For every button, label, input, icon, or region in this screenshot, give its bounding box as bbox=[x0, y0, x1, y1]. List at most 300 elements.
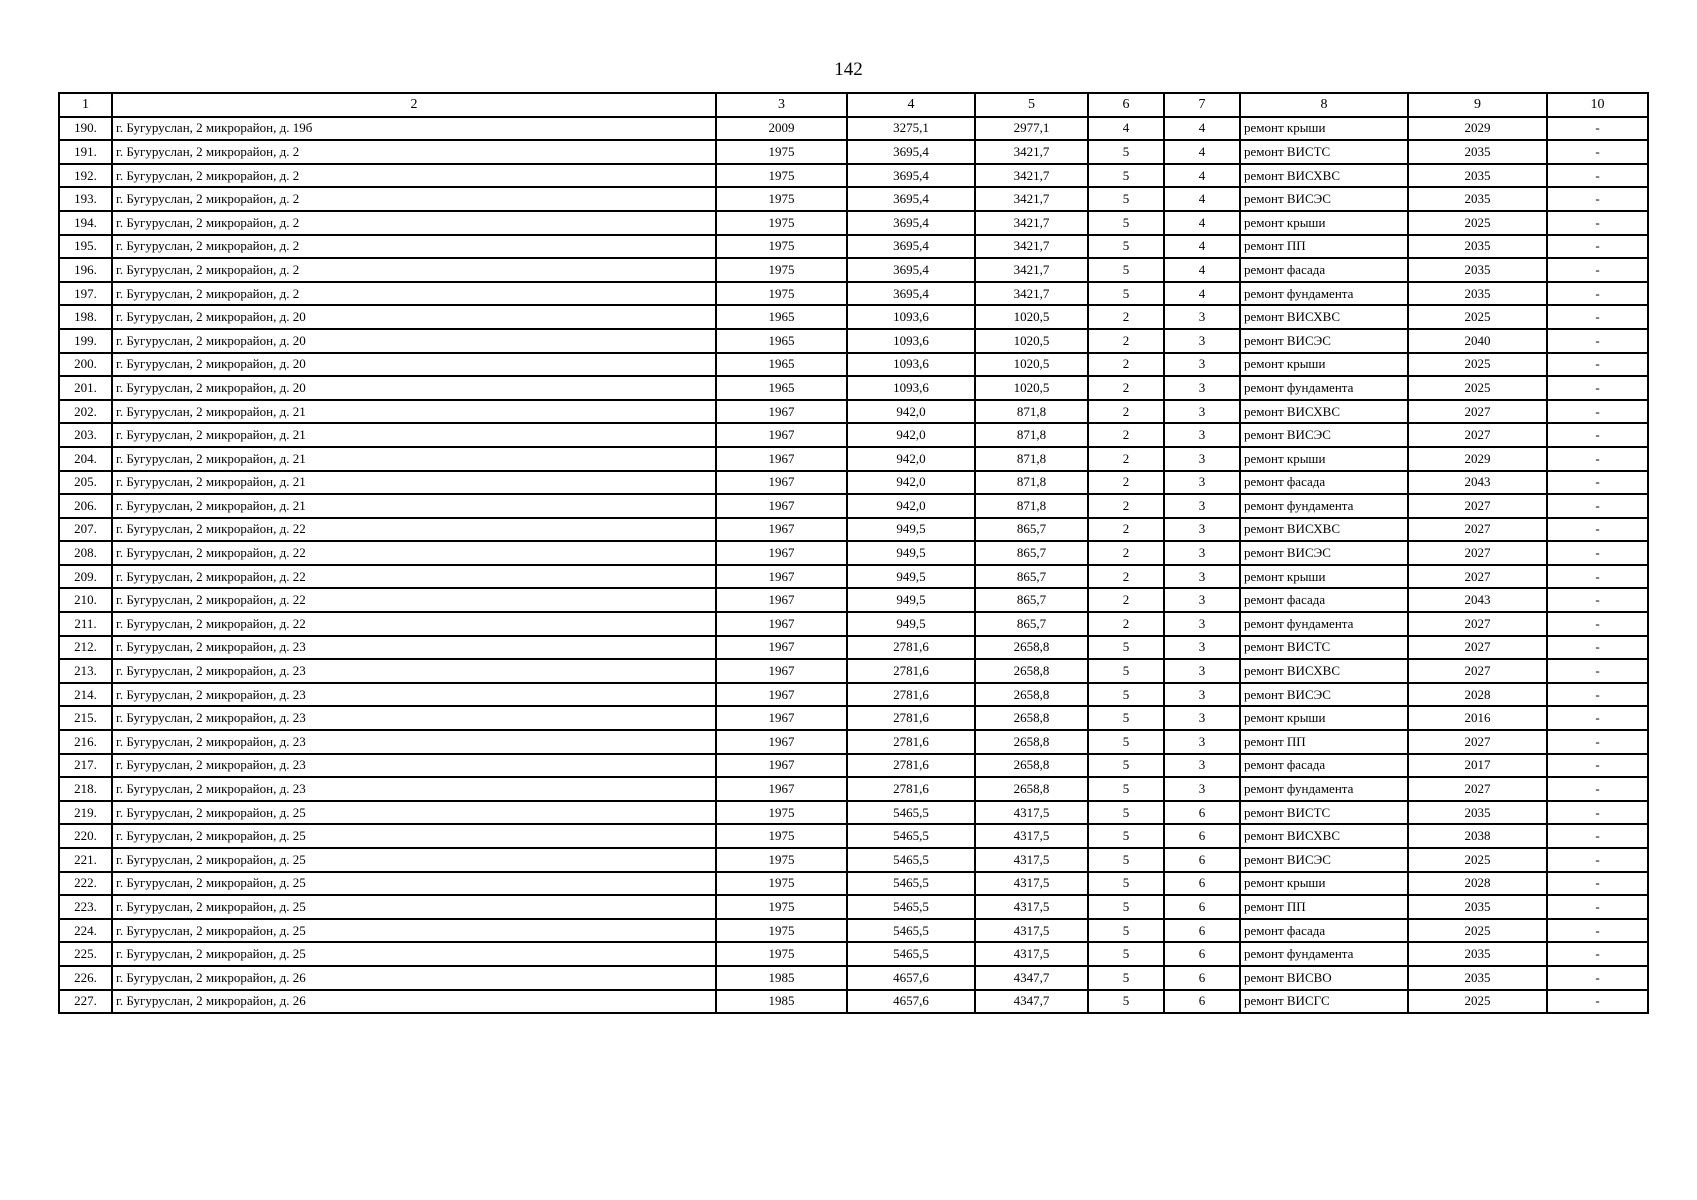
due-year-cell: 2025 bbox=[1408, 919, 1547, 943]
floors-cell: 5 bbox=[1088, 824, 1164, 848]
note-cell: - bbox=[1547, 659, 1648, 683]
table-row bbox=[59, 872, 1648, 896]
address-cell: г. Бугуруслан, 2 микрорайон, д. 25 bbox=[112, 872, 716, 896]
repair-schedule-table bbox=[58, 92, 1649, 1014]
due-year-cell: 2028 bbox=[1408, 872, 1547, 896]
work-type-cell: ремонт ПП bbox=[1240, 895, 1408, 919]
living-area-cell: 2658,8 bbox=[975, 730, 1088, 754]
entrances-cell: 3 bbox=[1164, 471, 1240, 495]
table-row bbox=[59, 801, 1648, 825]
build-year-cell: 1967 bbox=[716, 636, 847, 660]
header-row bbox=[59, 93, 1648, 117]
table-row bbox=[59, 706, 1648, 730]
living-area-cell: 871,8 bbox=[975, 400, 1088, 424]
due-year-cell: 2035 bbox=[1408, 895, 1547, 919]
build-year-cell: 1967 bbox=[716, 777, 847, 801]
due-year-cell: 2027 bbox=[1408, 565, 1547, 589]
due-year-cell: 2025 bbox=[1408, 848, 1547, 872]
due-year-cell: 2025 bbox=[1408, 376, 1547, 400]
living-area-cell: 865,7 bbox=[975, 541, 1088, 565]
floors-cell: 5 bbox=[1088, 942, 1164, 966]
column-header-entrances: 7 bbox=[1164, 93, 1240, 117]
table-row bbox=[59, 258, 1648, 282]
row-number-cell: 219. bbox=[59, 801, 112, 825]
note-cell: - bbox=[1547, 754, 1648, 778]
row-number-cell: 207. bbox=[59, 518, 112, 542]
total-area-cell: 2781,6 bbox=[847, 659, 975, 683]
table-row bbox=[59, 494, 1648, 518]
floors-cell: 5 bbox=[1088, 801, 1164, 825]
note-cell: - bbox=[1547, 919, 1648, 943]
due-year-cell: 2035 bbox=[1408, 258, 1547, 282]
address-cell: г. Бугуруслан, 2 микрорайон, д. 2 bbox=[112, 140, 716, 164]
table-row bbox=[59, 471, 1648, 495]
note-cell: - bbox=[1547, 329, 1648, 353]
row-number-cell: 225. bbox=[59, 942, 112, 966]
build-year-cell: 1967 bbox=[716, 400, 847, 424]
row-number-cell: 191. bbox=[59, 140, 112, 164]
address-cell: г. Бугуруслан, 2 микрорайон, д. 21 bbox=[112, 423, 716, 447]
build-year-cell: 1967 bbox=[716, 612, 847, 636]
total-area-cell: 942,0 bbox=[847, 447, 975, 471]
row-number-cell: 199. bbox=[59, 329, 112, 353]
living-area-cell: 4317,5 bbox=[975, 872, 1088, 896]
entrances-cell: 3 bbox=[1164, 636, 1240, 660]
total-area-cell: 3695,4 bbox=[847, 282, 975, 306]
address-cell: г. Бугуруслан, 2 микрорайон, д. 20 bbox=[112, 329, 716, 353]
note-cell: - bbox=[1547, 494, 1648, 518]
living-area-cell: 865,7 bbox=[975, 565, 1088, 589]
note-cell: - bbox=[1547, 187, 1648, 211]
address-cell: г. Бугуруслан, 2 микрорайон, д. 25 bbox=[112, 895, 716, 919]
living-area-cell: 2658,8 bbox=[975, 636, 1088, 660]
address-cell: г. Бугуруслан, 2 микрорайон, д. 23 bbox=[112, 636, 716, 660]
due-year-cell: 2035 bbox=[1408, 235, 1547, 259]
living-area-cell: 2658,8 bbox=[975, 706, 1088, 730]
note-cell: - bbox=[1547, 471, 1648, 495]
column-header-number: 1 bbox=[59, 93, 112, 117]
table-row bbox=[59, 848, 1648, 872]
note-cell: - bbox=[1547, 801, 1648, 825]
floors-cell: 5 bbox=[1088, 659, 1164, 683]
work-type-cell: ремонт фундамента bbox=[1240, 612, 1408, 636]
address-cell: г. Бугуруслан, 2 микрорайон, д. 23 bbox=[112, 683, 716, 707]
note-cell: - bbox=[1547, 565, 1648, 589]
entrances-cell: 3 bbox=[1164, 518, 1240, 542]
row-number-cell: 226. bbox=[59, 966, 112, 990]
due-year-cell: 2035 bbox=[1408, 801, 1547, 825]
entrances-cell: 3 bbox=[1164, 541, 1240, 565]
address-cell: г. Бугуруслан, 2 микрорайон, д. 22 bbox=[112, 565, 716, 589]
living-area-cell: 2658,8 bbox=[975, 683, 1088, 707]
build-year-cell: 1985 bbox=[716, 966, 847, 990]
entrances-cell: 3 bbox=[1164, 754, 1240, 778]
due-year-cell: 2035 bbox=[1408, 140, 1547, 164]
row-number-cell: 203. bbox=[59, 423, 112, 447]
entrances-cell: 6 bbox=[1164, 848, 1240, 872]
living-area-cell: 4317,5 bbox=[975, 942, 1088, 966]
note-cell: - bbox=[1547, 353, 1648, 377]
column-header-floors: 6 bbox=[1088, 93, 1164, 117]
row-number-cell: 217. bbox=[59, 754, 112, 778]
build-year-cell: 1967 bbox=[716, 471, 847, 495]
floors-cell: 5 bbox=[1088, 211, 1164, 235]
column-header-living-area: 5 bbox=[975, 93, 1088, 117]
living-area-cell: 865,7 bbox=[975, 612, 1088, 636]
row-number-cell: 223. bbox=[59, 895, 112, 919]
build-year-cell: 1967 bbox=[716, 659, 847, 683]
living-area-cell: 871,8 bbox=[975, 494, 1088, 518]
build-year-cell: 1975 bbox=[716, 235, 847, 259]
table-row bbox=[59, 400, 1648, 424]
build-year-cell: 1965 bbox=[716, 353, 847, 377]
note-cell: - bbox=[1547, 777, 1648, 801]
column-header-total-area: 4 bbox=[847, 93, 975, 117]
entrances-cell: 6 bbox=[1164, 942, 1240, 966]
build-year-cell: 1975 bbox=[716, 919, 847, 943]
entrances-cell: 4 bbox=[1164, 140, 1240, 164]
address-cell: г. Бугуруслан, 2 микрорайон, д. 25 bbox=[112, 848, 716, 872]
work-type-cell: ремонт фундамента bbox=[1240, 942, 1408, 966]
table-row bbox=[59, 824, 1648, 848]
living-area-cell: 4317,5 bbox=[975, 801, 1088, 825]
total-area-cell: 942,0 bbox=[847, 400, 975, 424]
total-area-cell: 1093,6 bbox=[847, 353, 975, 377]
entrances-cell: 6 bbox=[1164, 872, 1240, 896]
table-row bbox=[59, 376, 1648, 400]
build-year-cell: 1967 bbox=[716, 588, 847, 612]
total-area-cell: 2781,6 bbox=[847, 683, 975, 707]
build-year-cell: 1967 bbox=[716, 447, 847, 471]
note-cell: - bbox=[1547, 895, 1648, 919]
row-number-cell: 221. bbox=[59, 848, 112, 872]
row-number-cell: 208. bbox=[59, 541, 112, 565]
floors-cell: 5 bbox=[1088, 848, 1164, 872]
build-year-cell: 1967 bbox=[716, 423, 847, 447]
entrances-cell: 4 bbox=[1164, 164, 1240, 188]
note-cell: - bbox=[1547, 518, 1648, 542]
note-cell: - bbox=[1547, 683, 1648, 707]
row-number-cell: 220. bbox=[59, 824, 112, 848]
due-year-cell: 2027 bbox=[1408, 400, 1547, 424]
total-area-cell: 5465,5 bbox=[847, 942, 975, 966]
work-type-cell: ремонт крыши bbox=[1240, 872, 1408, 896]
row-number-cell: 227. bbox=[59, 990, 112, 1014]
address-cell: г. Бугуруслан, 2 микрорайон, д. 25 bbox=[112, 824, 716, 848]
total-area-cell: 3695,4 bbox=[847, 140, 975, 164]
due-year-cell: 2016 bbox=[1408, 706, 1547, 730]
table-row bbox=[59, 754, 1648, 778]
due-year-cell: 2027 bbox=[1408, 777, 1547, 801]
row-number-cell: 209. bbox=[59, 565, 112, 589]
build-year-cell: 1965 bbox=[716, 376, 847, 400]
table-row bbox=[59, 541, 1648, 565]
row-number-cell: 193. bbox=[59, 187, 112, 211]
work-type-cell: ремонт фасада bbox=[1240, 588, 1408, 612]
work-type-cell: ремонт ВИСВО bbox=[1240, 966, 1408, 990]
due-year-cell: 2025 bbox=[1408, 305, 1547, 329]
work-type-cell: ремонт фундамента bbox=[1240, 777, 1408, 801]
entrances-cell: 3 bbox=[1164, 706, 1240, 730]
entrances-cell: 4 bbox=[1164, 117, 1240, 141]
work-type-cell: ремонт ВИСТС bbox=[1240, 801, 1408, 825]
floors-cell: 2 bbox=[1088, 305, 1164, 329]
work-type-cell: ремонт ВИСТС bbox=[1240, 636, 1408, 660]
address-cell: г. Бугуруслан, 2 микрорайон, д. 23 bbox=[112, 754, 716, 778]
floors-cell: 5 bbox=[1088, 235, 1164, 259]
table-row bbox=[59, 423, 1648, 447]
total-area-cell: 5465,5 bbox=[847, 801, 975, 825]
living-area-cell: 3421,7 bbox=[975, 187, 1088, 211]
total-area-cell: 942,0 bbox=[847, 471, 975, 495]
row-number-cell: 205. bbox=[59, 471, 112, 495]
note-cell: - bbox=[1547, 164, 1648, 188]
work-type-cell: ремонт крыши bbox=[1240, 706, 1408, 730]
build-year-cell: 1985 bbox=[716, 990, 847, 1014]
total-area-cell: 3695,4 bbox=[847, 164, 975, 188]
due-year-cell: 2017 bbox=[1408, 754, 1547, 778]
living-area-cell: 1020,5 bbox=[975, 329, 1088, 353]
table-body bbox=[59, 117, 1648, 1014]
row-number-cell: 194. bbox=[59, 211, 112, 235]
entrances-cell: 3 bbox=[1164, 659, 1240, 683]
floors-cell: 5 bbox=[1088, 777, 1164, 801]
entrances-cell: 6 bbox=[1164, 895, 1240, 919]
table-row bbox=[59, 730, 1648, 754]
entrances-cell: 3 bbox=[1164, 730, 1240, 754]
total-area-cell: 4657,6 bbox=[847, 966, 975, 990]
due-year-cell: 2040 bbox=[1408, 329, 1547, 353]
floors-cell: 2 bbox=[1088, 541, 1164, 565]
entrances-cell: 3 bbox=[1164, 565, 1240, 589]
address-cell: г. Бугуруслан, 2 микрорайон, д. 22 bbox=[112, 612, 716, 636]
due-year-cell: 2028 bbox=[1408, 683, 1547, 707]
total-area-cell: 3695,4 bbox=[847, 211, 975, 235]
living-area-cell: 4317,5 bbox=[975, 895, 1088, 919]
living-area-cell: 4317,5 bbox=[975, 848, 1088, 872]
floors-cell: 2 bbox=[1088, 400, 1164, 424]
due-year-cell: 2027 bbox=[1408, 730, 1547, 754]
floors-cell: 2 bbox=[1088, 471, 1164, 495]
due-year-cell: 2035 bbox=[1408, 966, 1547, 990]
due-year-cell: 2025 bbox=[1408, 353, 1547, 377]
entrances-cell: 3 bbox=[1164, 376, 1240, 400]
entrances-cell: 3 bbox=[1164, 423, 1240, 447]
entrances-cell: 3 bbox=[1164, 612, 1240, 636]
living-area-cell: 3421,7 bbox=[975, 258, 1088, 282]
entrances-cell: 4 bbox=[1164, 258, 1240, 282]
work-type-cell: ремонт ВИСХВС bbox=[1240, 164, 1408, 188]
entrances-cell: 3 bbox=[1164, 494, 1240, 518]
build-year-cell: 1975 bbox=[716, 211, 847, 235]
floors-cell: 2 bbox=[1088, 494, 1164, 518]
floors-cell: 5 bbox=[1088, 730, 1164, 754]
row-number-cell: 214. bbox=[59, 683, 112, 707]
table-row bbox=[59, 187, 1648, 211]
build-year-cell: 1975 bbox=[716, 801, 847, 825]
table-row bbox=[59, 518, 1648, 542]
table-row bbox=[59, 447, 1648, 471]
table-row bbox=[59, 942, 1648, 966]
work-type-cell: ремонт ПП bbox=[1240, 235, 1408, 259]
note-cell: - bbox=[1547, 966, 1648, 990]
work-type-cell: ремонт фасада bbox=[1240, 471, 1408, 495]
floors-cell: 5 bbox=[1088, 990, 1164, 1014]
due-year-cell: 2025 bbox=[1408, 990, 1547, 1014]
total-area-cell: 3275,1 bbox=[847, 117, 975, 141]
build-year-cell: 1967 bbox=[716, 494, 847, 518]
row-number-cell: 190. bbox=[59, 117, 112, 141]
floors-cell: 5 bbox=[1088, 187, 1164, 211]
note-cell: - bbox=[1547, 706, 1648, 730]
row-number-cell: 211. bbox=[59, 612, 112, 636]
address-cell: г. Бугуруслан, 2 микрорайон, д. 20 bbox=[112, 305, 716, 329]
address-cell: г. Бугуруслан, 2 микрорайон, д. 22 bbox=[112, 541, 716, 565]
living-area-cell: 2658,8 bbox=[975, 777, 1088, 801]
address-cell: г. Бугуруслан, 2 микрорайон, д. 2 bbox=[112, 164, 716, 188]
entrances-cell: 3 bbox=[1164, 400, 1240, 424]
living-area-cell: 865,7 bbox=[975, 518, 1088, 542]
total-area-cell: 5465,5 bbox=[847, 824, 975, 848]
address-cell: г. Бугуруслан, 2 микрорайон, д. 22 bbox=[112, 588, 716, 612]
living-area-cell: 3421,7 bbox=[975, 282, 1088, 306]
build-year-cell: 1967 bbox=[716, 730, 847, 754]
work-type-cell: ремонт фасада bbox=[1240, 919, 1408, 943]
due-year-cell: 2027 bbox=[1408, 423, 1547, 447]
total-area-cell: 3695,4 bbox=[847, 187, 975, 211]
due-year-cell: 2038 bbox=[1408, 824, 1547, 848]
work-type-cell: ремонт ВИСТС bbox=[1240, 140, 1408, 164]
floors-cell: 2 bbox=[1088, 565, 1164, 589]
entrances-cell: 3 bbox=[1164, 777, 1240, 801]
build-year-cell: 1965 bbox=[716, 305, 847, 329]
address-cell: г. Бугуруслан, 2 микрорайон, д. 2 bbox=[112, 187, 716, 211]
note-cell: - bbox=[1547, 612, 1648, 636]
row-number-cell: 195. bbox=[59, 235, 112, 259]
address-cell: г. Бугуруслан, 2 микрорайон, д. 21 bbox=[112, 400, 716, 424]
living-area-cell: 4347,7 bbox=[975, 966, 1088, 990]
floors-cell: 5 bbox=[1088, 282, 1164, 306]
due-year-cell: 2027 bbox=[1408, 494, 1547, 518]
work-type-cell: ремонт фундамента bbox=[1240, 376, 1408, 400]
address-cell: г. Бугуруслан, 2 микрорайон, д. 25 bbox=[112, 919, 716, 943]
floors-cell: 2 bbox=[1088, 353, 1164, 377]
total-area-cell: 1093,6 bbox=[847, 305, 975, 329]
table-row bbox=[59, 164, 1648, 188]
row-number-cell: 196. bbox=[59, 258, 112, 282]
due-year-cell: 2025 bbox=[1408, 211, 1547, 235]
address-cell: г. Бугуруслан, 2 микрорайон, д. 19б bbox=[112, 117, 716, 141]
row-number-cell: 198. bbox=[59, 305, 112, 329]
total-area-cell: 1093,6 bbox=[847, 376, 975, 400]
column-header-year: 3 bbox=[716, 93, 847, 117]
total-area-cell: 949,5 bbox=[847, 565, 975, 589]
build-year-cell: 1967 bbox=[716, 706, 847, 730]
row-number-cell: 206. bbox=[59, 494, 112, 518]
floors-cell: 2 bbox=[1088, 376, 1164, 400]
entrances-cell: 6 bbox=[1164, 824, 1240, 848]
work-type-cell: ремонт ВИСХВС bbox=[1240, 305, 1408, 329]
work-type-cell: ремонт ВИСЭС bbox=[1240, 848, 1408, 872]
row-number-cell: 215. bbox=[59, 706, 112, 730]
due-year-cell: 2027 bbox=[1408, 518, 1547, 542]
row-number-cell: 201. bbox=[59, 376, 112, 400]
floors-cell: 5 bbox=[1088, 872, 1164, 896]
entrances-cell: 3 bbox=[1164, 447, 1240, 471]
living-area-cell: 3421,7 bbox=[975, 140, 1088, 164]
living-area-cell: 3421,7 bbox=[975, 164, 1088, 188]
entrances-cell: 6 bbox=[1164, 801, 1240, 825]
living-area-cell: 1020,5 bbox=[975, 353, 1088, 377]
address-cell: г. Бугуруслан, 2 микрорайон, д. 23 bbox=[112, 730, 716, 754]
total-area-cell: 2781,6 bbox=[847, 730, 975, 754]
address-cell: г. Бугуруслан, 2 микрорайон, д. 20 bbox=[112, 376, 716, 400]
work-type-cell: ремонт ВИСЭС bbox=[1240, 541, 1408, 565]
note-cell: - bbox=[1547, 824, 1648, 848]
work-type-cell: ремонт ВИСЭС bbox=[1240, 423, 1408, 447]
note-cell: - bbox=[1547, 235, 1648, 259]
note-cell: - bbox=[1547, 282, 1648, 306]
total-area-cell: 1093,6 bbox=[847, 329, 975, 353]
build-year-cell: 1975 bbox=[716, 848, 847, 872]
address-cell: г. Бугуруслан, 2 микрорайон, д. 25 bbox=[112, 801, 716, 825]
row-number-cell: 224. bbox=[59, 919, 112, 943]
total-area-cell: 949,5 bbox=[847, 518, 975, 542]
column-header-note: 10 bbox=[1547, 93, 1648, 117]
address-cell: г. Бугуруслан, 2 микрорайон, д. 2 bbox=[112, 235, 716, 259]
due-year-cell: 2027 bbox=[1408, 541, 1547, 565]
living-area-cell: 4317,5 bbox=[975, 824, 1088, 848]
total-area-cell: 949,5 bbox=[847, 612, 975, 636]
row-number-cell: 192. bbox=[59, 164, 112, 188]
entrances-cell: 4 bbox=[1164, 235, 1240, 259]
note-cell: - bbox=[1547, 423, 1648, 447]
floors-cell: 4 bbox=[1088, 117, 1164, 141]
work-type-cell: ремонт фасада bbox=[1240, 754, 1408, 778]
note-cell: - bbox=[1547, 376, 1648, 400]
table-row bbox=[59, 329, 1648, 353]
note-cell: - bbox=[1547, 848, 1648, 872]
work-type-cell: ремонт крыши bbox=[1240, 117, 1408, 141]
build-year-cell: 1967 bbox=[716, 541, 847, 565]
living-area-cell: 865,7 bbox=[975, 588, 1088, 612]
address-cell: г. Бугуруслан, 2 микрорайон, д. 2 bbox=[112, 282, 716, 306]
work-type-cell: ремонт фундамента bbox=[1240, 494, 1408, 518]
address-cell: г. Бугуруслан, 2 микрорайон, д. 20 bbox=[112, 353, 716, 377]
living-area-cell: 2977,1 bbox=[975, 117, 1088, 141]
work-type-cell: ремонт ВИСГС bbox=[1240, 990, 1408, 1014]
entrances-cell: 4 bbox=[1164, 211, 1240, 235]
living-area-cell: 3421,7 bbox=[975, 235, 1088, 259]
work-type-cell: ремонт крыши bbox=[1240, 211, 1408, 235]
address-cell: г. Бугуруслан, 2 микрорайон, д. 23 bbox=[112, 777, 716, 801]
work-type-cell: ремонт ВИСХВС bbox=[1240, 400, 1408, 424]
total-area-cell: 949,5 bbox=[847, 541, 975, 565]
total-area-cell: 942,0 bbox=[847, 494, 975, 518]
due-year-cell: 2035 bbox=[1408, 164, 1547, 188]
page-number: 142 bbox=[834, 59, 863, 80]
row-number-cell: 202. bbox=[59, 400, 112, 424]
entrances-cell: 6 bbox=[1164, 990, 1240, 1014]
living-area-cell: 2658,8 bbox=[975, 754, 1088, 778]
table-row bbox=[59, 966, 1648, 990]
total-area-cell: 5465,5 bbox=[847, 895, 975, 919]
total-area-cell: 949,5 bbox=[847, 588, 975, 612]
work-type-cell: ремонт фундамента bbox=[1240, 282, 1408, 306]
build-year-cell: 1967 bbox=[716, 565, 847, 589]
work-type-cell: ремонт крыши bbox=[1240, 353, 1408, 377]
note-cell: - bbox=[1547, 942, 1648, 966]
